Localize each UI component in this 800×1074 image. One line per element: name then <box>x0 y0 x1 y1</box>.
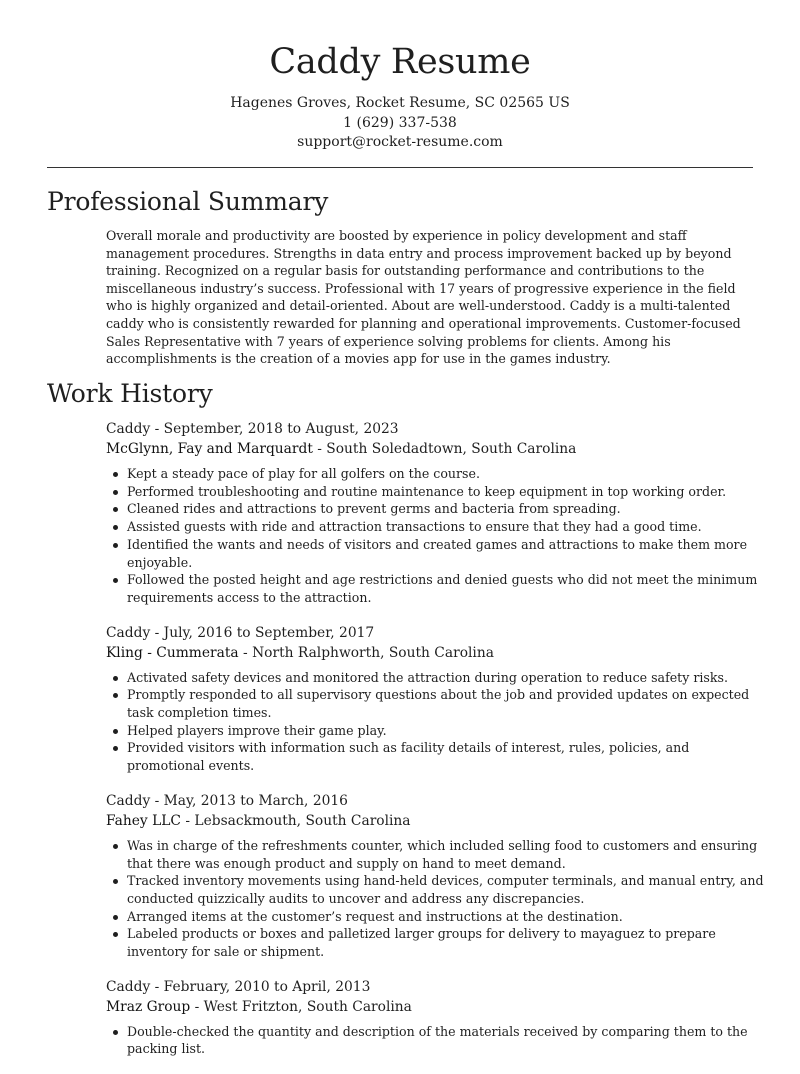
job-employer-line <box>106 997 766 1017</box>
job-role-dates: Caddy - July, 2016 to September, 2017 <box>106 624 375 641</box>
job-bullet: Labeled products or boxes and palletized larger groups for delivery to mayaguez to prepare inventory for sale or shipment. <box>127 925 766 960</box>
job-location: - West Fritzton, South Carolina <box>190 998 412 1015</box>
contact-block <box>0 94 800 153</box>
summary-text: Overall morale and productivity are boosted by experience in policy development and staff management procedures. Strengths in data entry and process improvement backed up by beyond training. Recognized on a regular basis for outstanding performance and contributions to the miscellaneous industry’s success. Professional with 17 years of progressive experience in the field who is highly organized and detail-oriented. About are well-understood. Caddy is a multi-talented caddy who is consistently rewarded for planning and operational improvements. Customer-focused Sales Representative with 7 years of experience solving problems for clients. Among his accomplishments is the creation of a movies app for use in the games industry. <box>106 228 741 367</box>
job-bullet: Followed the posted height and age restrictions and denied guests who did not meet the minimum requirements access to the attraction. <box>127 571 766 606</box>
job-bullet: Promptly responded to all supervisory questions about the job and provided updates on expected task completion times. <box>127 686 766 721</box>
job-entry <box>106 791 766 961</box>
job-location: - Lebsackmouth, South Carolina <box>180 812 411 829</box>
job-employer: Fahey LLC <box>106 812 181 829</box>
job-bullet: Performed troubleshooting and routine maintenance to keep equipment in top working order. <box>127 483 766 501</box>
resume-title: Caddy Resume <box>269 42 531 82</box>
job-bullet: Kept a steady pace of play for all golfers on the course. <box>127 465 766 483</box>
job-employer-line <box>106 643 766 663</box>
job-bullets <box>106 465 766 607</box>
job-bullets <box>106 837 766 961</box>
job-bullet: Tracked inventory movements using hand-held devices, computer terminals, and manual entry, and conducted quizzically audits to uncover and address any discrepancies. <box>127 872 766 907</box>
job-role-dates: Caddy - February, 2010 to April, 2013 <box>106 978 371 995</box>
job-location: - South Soledadtown, South Carolina <box>312 441 577 457</box>
job-bullet: Arranged items at the customer’s request and instructions at the destination. <box>127 908 766 926</box>
work-history-heading: Work History <box>47 379 213 408</box>
job-role-dates: Caddy - September, 2018 to August, 2023 <box>106 421 399 437</box>
job-bullet: Cleaned rides and attractions to prevent germs and bacteria from spreading. <box>127 500 766 518</box>
job-location: - North Ralphworth, South Carolina <box>238 644 494 661</box>
job-bullet: Provided visitors with information such as facility details of interest, rules, policies, and promotional events. <box>127 739 766 774</box>
job-entry <box>106 977 766 1058</box>
job-bullets <box>106 669 766 775</box>
job-employer: McGlynn, Fay and Marquardt <box>106 441 313 457</box>
header-divider <box>47 167 753 168</box>
job-role-dates: Caddy - May, 2013 to March, 2016 <box>106 792 348 809</box>
job-bullet: Double-checked the quantity and description of the materials received by comparing them to the packing list. <box>127 1023 766 1058</box>
job-bullets <box>106 1023 766 1058</box>
job-employer: Mraz Group <box>106 998 191 1015</box>
job-employer: Kling - Cummerata <box>106 644 239 661</box>
job-employer-line <box>106 439 766 459</box>
job-entry <box>106 623 766 775</box>
contact-phone: 1 (629) 337-538 <box>343 114 457 131</box>
job-employer-line <box>106 811 766 831</box>
job-bullet: Assisted guests with ride and attraction transactions to ensure that they had a good time. <box>127 518 766 536</box>
job-bullet: Was in charge of the refreshments counter, which included selling food to customers and ensuring that there was enough product and supply on hand to meet demand. <box>127 837 766 872</box>
job-entry <box>106 419 766 607</box>
work-history-list <box>106 419 766 1074</box>
summary-heading: Professional Summary <box>47 187 329 216</box>
resume-header <box>0 0 800 153</box>
job-bullet: Identified the wants and needs of visitors and created games and attractions to make them more enjoyable. <box>127 536 766 571</box>
job-bullet: Helped players improve their game play. <box>127 722 766 740</box>
contact-address: Hagenes Groves, Rocket Resume, SC 02565 US <box>230 95 570 111</box>
job-bullet: Activated safety devices and monitored the attraction during operation to reduce safety risks. <box>127 669 766 687</box>
contact-email: support@rocket-resume.com <box>297 134 503 150</box>
